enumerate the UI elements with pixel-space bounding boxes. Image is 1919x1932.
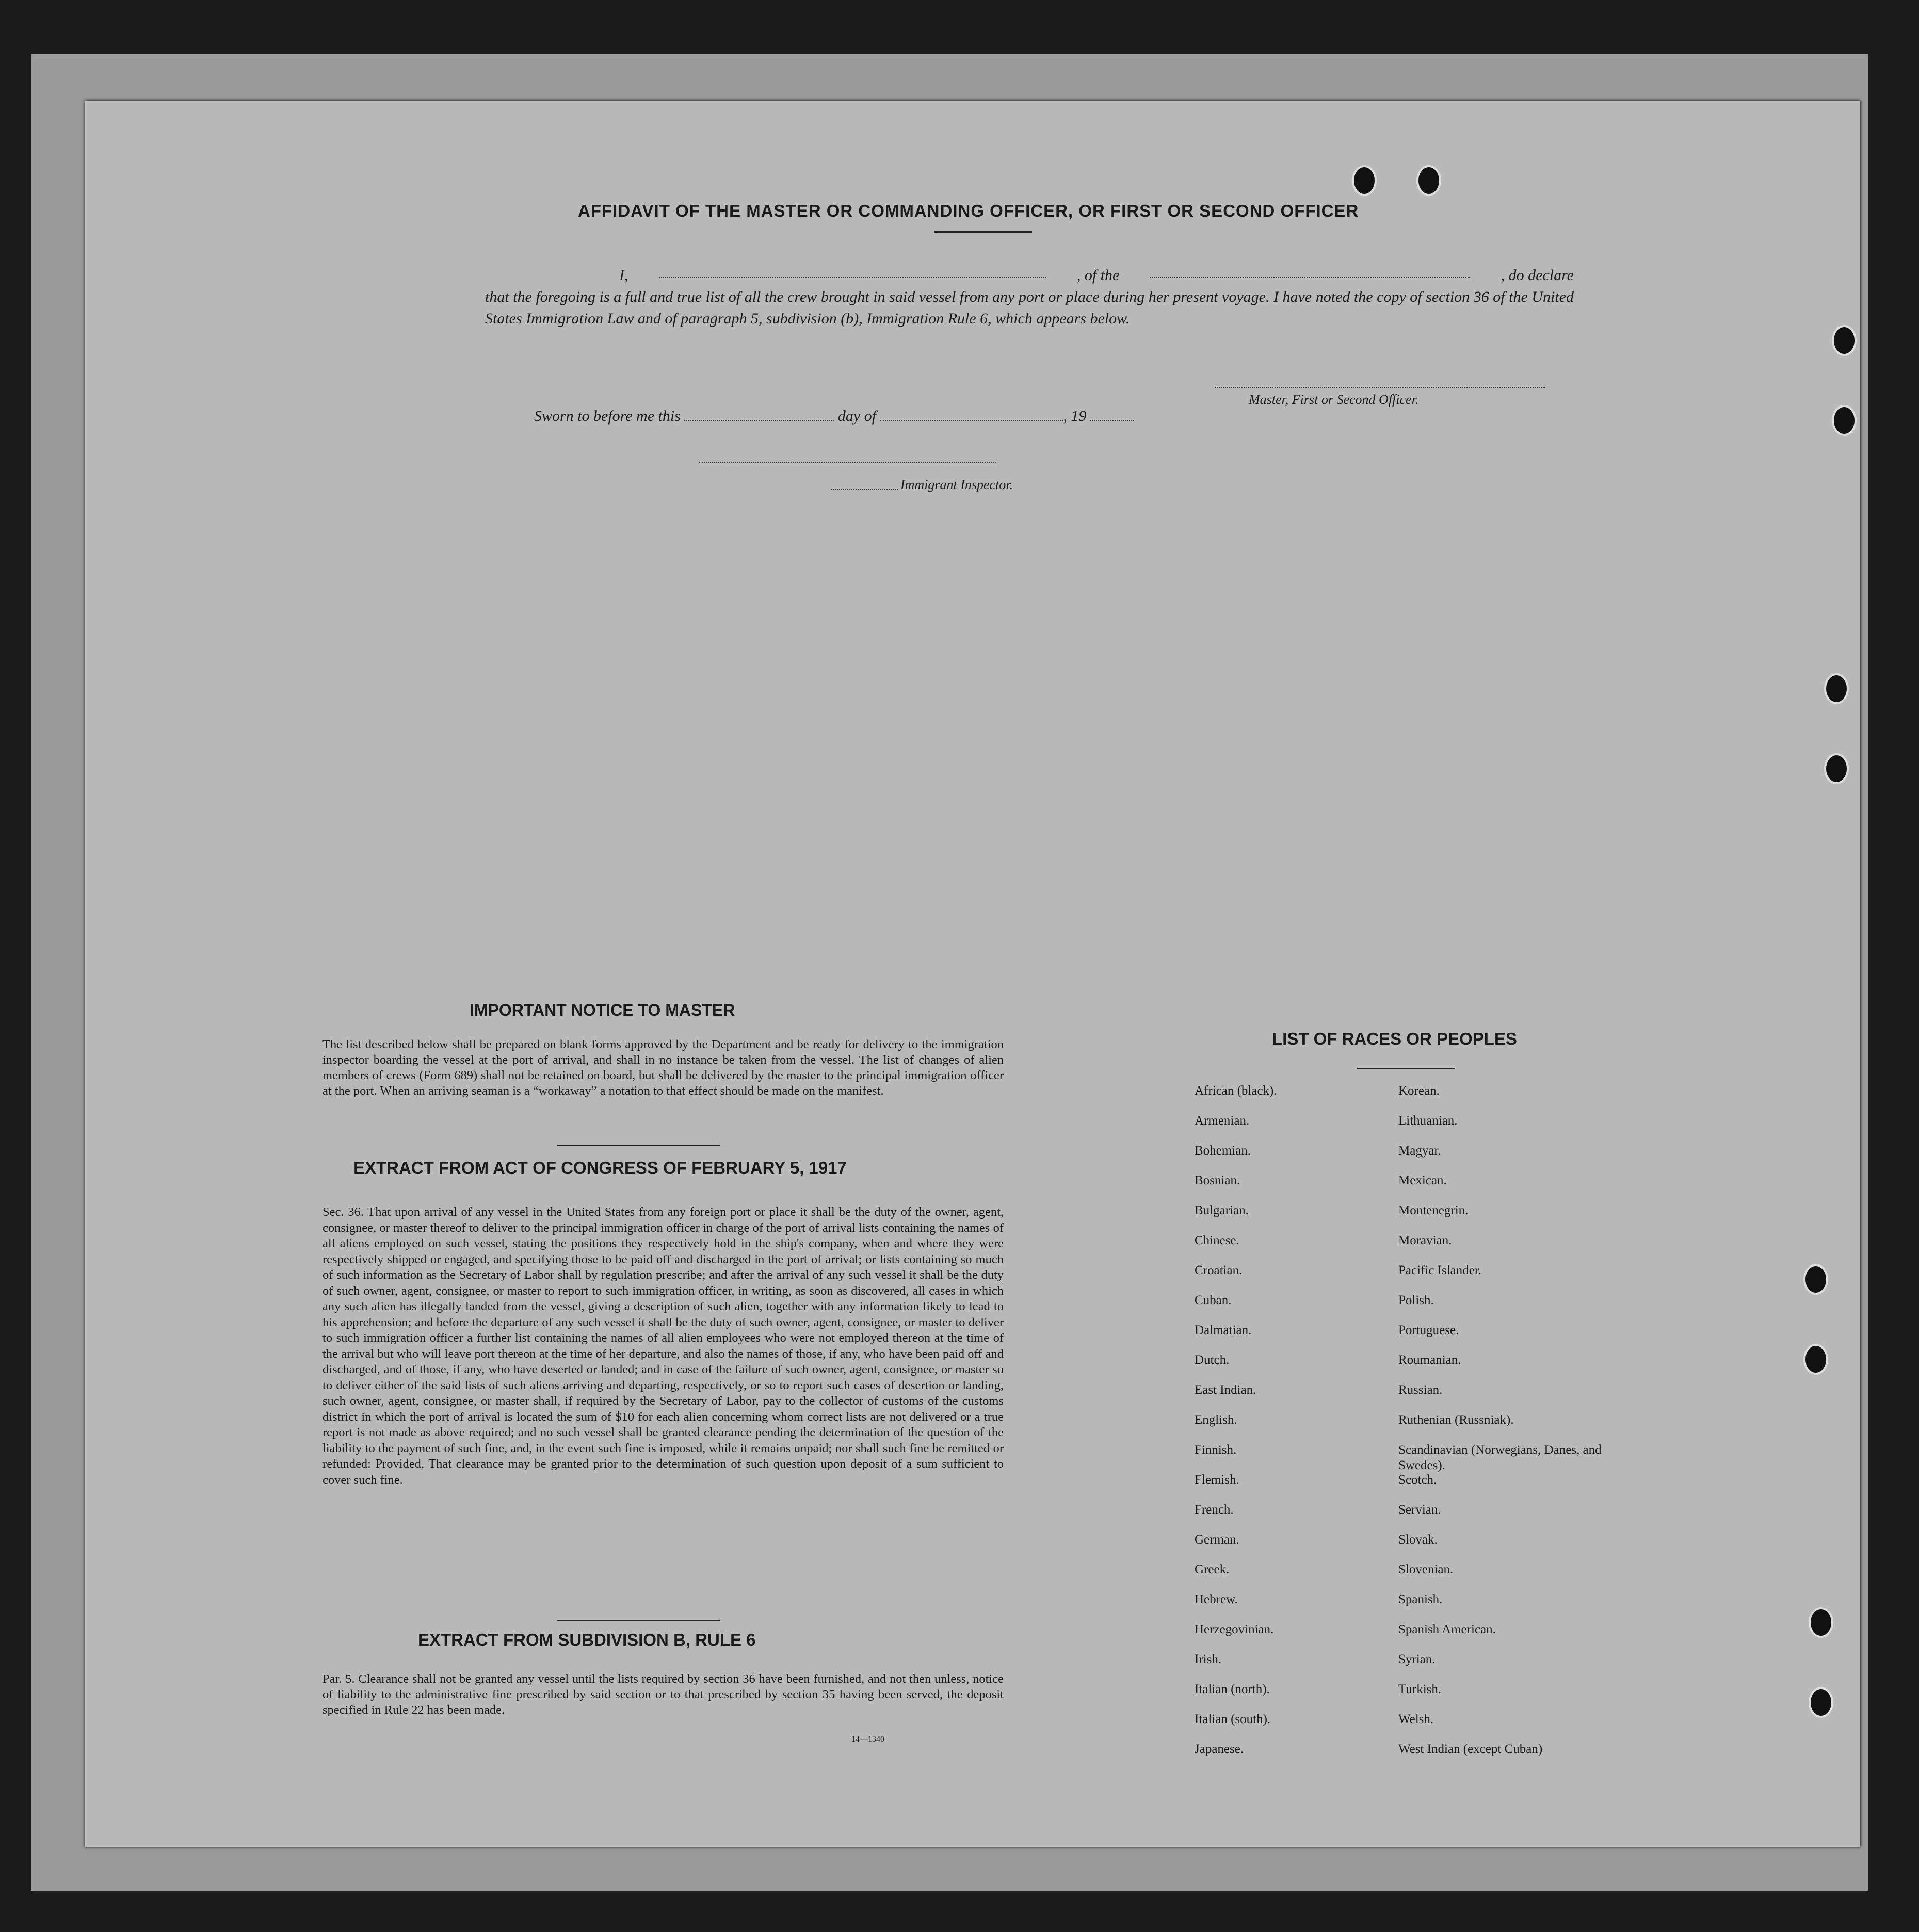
race-item: Korean. — [1398, 1084, 1440, 1098]
punch-hole — [1824, 753, 1849, 784]
punch-hole — [1352, 165, 1377, 196]
race-item: English. — [1195, 1413, 1237, 1427]
section-rule — [557, 1145, 720, 1146]
race-item: Chinese. — [1195, 1233, 1239, 1247]
sworn-year: , 19 — [1063, 408, 1087, 425]
race-item: Turkish. — [1398, 1682, 1442, 1696]
race-item: Flemish. — [1195, 1473, 1239, 1487]
notice-title: IMPORTANT NOTICE TO MASTER — [470, 1001, 735, 1019]
decl-i: I, — [619, 267, 628, 284]
race-item: Croatian. — [1195, 1263, 1243, 1277]
race-item: Ruthenian (Russniak). — [1398, 1413, 1514, 1427]
affidavit-body — [485, 265, 1574, 330]
races-column-2 — [1398, 1083, 1625, 1772]
race-item: Slovak. — [1398, 1533, 1438, 1547]
race-item: Scandinavian (Norwegians, Danes, and Swedes). — [1398, 1443, 1602, 1472]
sworn-prefix: Sworn to before me this — [534, 408, 681, 425]
inspector-signature-line — [699, 462, 996, 463]
race-item: Servian. — [1398, 1503, 1441, 1517]
inspector-dot-line — [831, 489, 898, 490]
year-blank — [1090, 408, 1134, 421]
race-item: Russian. — [1398, 1383, 1443, 1397]
race-item: Hebrew. — [1195, 1593, 1238, 1606]
race-item: Armenian. — [1195, 1114, 1250, 1128]
affidavit-text: that the foregoing is a full and true list of all the crew brought in said vessel from any port or place during her present voyage. I have noted the copy of section 36 of the United States Immigration Law and of paragraph 5, subdivision (b), Immigration Rule 6, which appears below. — [485, 288, 1574, 327]
sworn-day-of: day of — [837, 408, 877, 425]
race-item: Italian (north). — [1195, 1682, 1270, 1696]
race-item: Italian (south). — [1195, 1712, 1271, 1726]
extract-act-text: Sec. 36. That upon arrival of any vessel in the United States from any foreign port or place it shall be the duty of the owner, agent, consignee, or master thereof to deliver to the principal immigration officer in charge of the port of arrival lists containing the names of all aliens employed on such vessel, stating the positions they respectively hold in the ship's company, when and where they were respectively shipped or engaged, and specifying those to be paid off and discharged in the port of arrival; or lists containing so much of such information as the Secretary of Labor shall by regulation prescribe; and after the arrival of any such vessel it shall be the duty of such owner, agent, consignee, or master to report to such immigration officer, in writing, as soon as discovered, all cases in which any such alien has illegally landed from the vessel, giving a description of such alien, together with any information likely to lead to his apprehension; and before the departure of any such vessel it shall be the duty of such owner, agent, consignee, or master to deliver to such immigration officer a further list containing the names of all alien employees who were not employed thereon at the time of the arrival but who will leave port thereon at the time of her departure, and also the names of those, if any, who have been paid off and discharged, and of those, if any, who have deserted or landed; and in case of the failure of such owner, agent, consignee, or master so to deliver either of the said lists of such aliens arriving and departing, respectively, or so to report such cases of desertion or landing, such owner, agent, consignee, or master shall, if required by the Secretary of Labor, pay to the collector of customs of the customs district in which the port of arrival is located the sum of $10 for each alien concerning whom correct lists are not delivered or a true report is not made as above required; and no such vessel shall be granted clearance pending the determination of the question of the liability to the payment of such fine, and, in the event such fine is imposed, while it remains unpaid; nor shall such fine be remitted or refunded: Provided, That clearance may be granted prior to the determination of such question upon deposit of a sum sufficient to cover such fine. — [322, 1205, 1004, 1487]
punch-hole — [1803, 1344, 1828, 1375]
extract-rule-text: Par. 5. Clearance shall not be granted any vessel until the lists required by section 36 have been furnished, and not then unless, notice of liability to the administrative fine prescribed by said section or to that prescribed by section 35 having been served, the deposit specified in Rule 22 has been made. — [322, 1672, 1004, 1717]
inspector-caption: Immigrant Inspector. — [900, 477, 1013, 492]
race-item: Slovenian. — [1398, 1563, 1454, 1577]
races-title: LIST OF RACES OR PEOPLES — [1272, 1029, 1517, 1048]
affidavit-title: AFFIDAVIT OF THE MASTER OR COMMANDING OFFICER, OR FIRST OR SECOND OFFICER — [578, 201, 1359, 220]
race-item: Dalmatian. — [1195, 1323, 1252, 1337]
race-item: Montenegrin. — [1398, 1204, 1469, 1217]
punch-hole — [1416, 165, 1441, 196]
race-item: Scotch. — [1398, 1473, 1437, 1487]
race-item: Japanese. — [1195, 1742, 1244, 1756]
notice-text: The list described below shall be prepared on blank forms approved by the Department and be ready for delivery to the immigration inspector boarding the vessel at the port of arrival, and shall in no instance be taken from the vessel. The list of changes of alien members of crews (Form 689) shall not be retained on board, but shall be delivered by the master to the principal immigration officer at the port. When an arriving seaman is a “workaway” a notation to that effect should be made on the manifest. — [322, 1037, 1004, 1098]
punch-hole — [1809, 1607, 1833, 1638]
race-item: Magyar. — [1398, 1144, 1441, 1158]
title-rule — [934, 231, 1032, 233]
race-item: Mexican. — [1398, 1174, 1447, 1188]
race-item: Dutch. — [1195, 1353, 1230, 1367]
race-item: Cuban. — [1195, 1293, 1232, 1307]
declaration-line — [485, 265, 1574, 286]
race-item: French. — [1195, 1503, 1234, 1517]
vessel-blank — [1150, 265, 1470, 278]
section-rule — [557, 1620, 720, 1621]
race-item: Lithuanian. — [1398, 1114, 1458, 1128]
races-column-1 — [1195, 1083, 1365, 1772]
race-item: Bulgarian. — [1195, 1204, 1249, 1217]
race-item: Pacific Islander. — [1398, 1263, 1482, 1277]
decl-do-declare: , do declare — [1501, 267, 1574, 284]
race-item: Spanish American. — [1398, 1622, 1496, 1636]
punch-hole — [1809, 1687, 1833, 1718]
race-item: Herzegovinian. — [1195, 1622, 1274, 1636]
punch-hole — [1832, 325, 1857, 356]
punch-hole — [1824, 673, 1849, 704]
punch-hole — [1803, 1264, 1828, 1295]
day-blank — [684, 408, 834, 421]
master-signature-line — [1215, 387, 1545, 388]
name-blank — [659, 265, 1046, 278]
punch-hole — [1832, 405, 1857, 436]
extract-rule-title: EXTRACT FROM SUBDIVISION B, RULE 6 — [418, 1630, 756, 1649]
race-item: Moravian. — [1398, 1233, 1452, 1247]
race-item: Polish. — [1398, 1293, 1434, 1307]
sworn-line — [534, 408, 1134, 425]
race-item: Finnish. — [1195, 1443, 1237, 1457]
race-item: Syrian. — [1398, 1652, 1436, 1666]
month-blank — [880, 408, 1063, 421]
race-item: West Indian (except Cuban) — [1398, 1742, 1543, 1756]
race-item: Roumanian. — [1398, 1353, 1461, 1367]
form-number: 14—1340 — [851, 1735, 884, 1744]
race-item: African (black). — [1195, 1084, 1277, 1098]
race-item: Welsh. — [1398, 1712, 1434, 1726]
document-sheet — [85, 101, 1860, 1847]
race-item: East Indian. — [1195, 1383, 1256, 1397]
extract-act-title: EXTRACT FROM ACT OF CONGRESS OF FEBRUARY 5, 1917 — [353, 1158, 847, 1177]
race-item: Bosnian. — [1195, 1174, 1240, 1188]
race-item: Bohemian. — [1195, 1144, 1251, 1158]
race-item: German. — [1195, 1533, 1239, 1547]
race-item: Irish. — [1195, 1652, 1222, 1666]
race-item: Portuguese. — [1398, 1323, 1459, 1337]
race-item: Greek. — [1195, 1563, 1230, 1577]
race-item: Spanish. — [1398, 1593, 1443, 1606]
races-rule — [1357, 1068, 1455, 1069]
master-signature-caption: Master, First or Second Officer. — [1249, 392, 1419, 407]
decl-of-the: , of the — [1076, 267, 1120, 284]
